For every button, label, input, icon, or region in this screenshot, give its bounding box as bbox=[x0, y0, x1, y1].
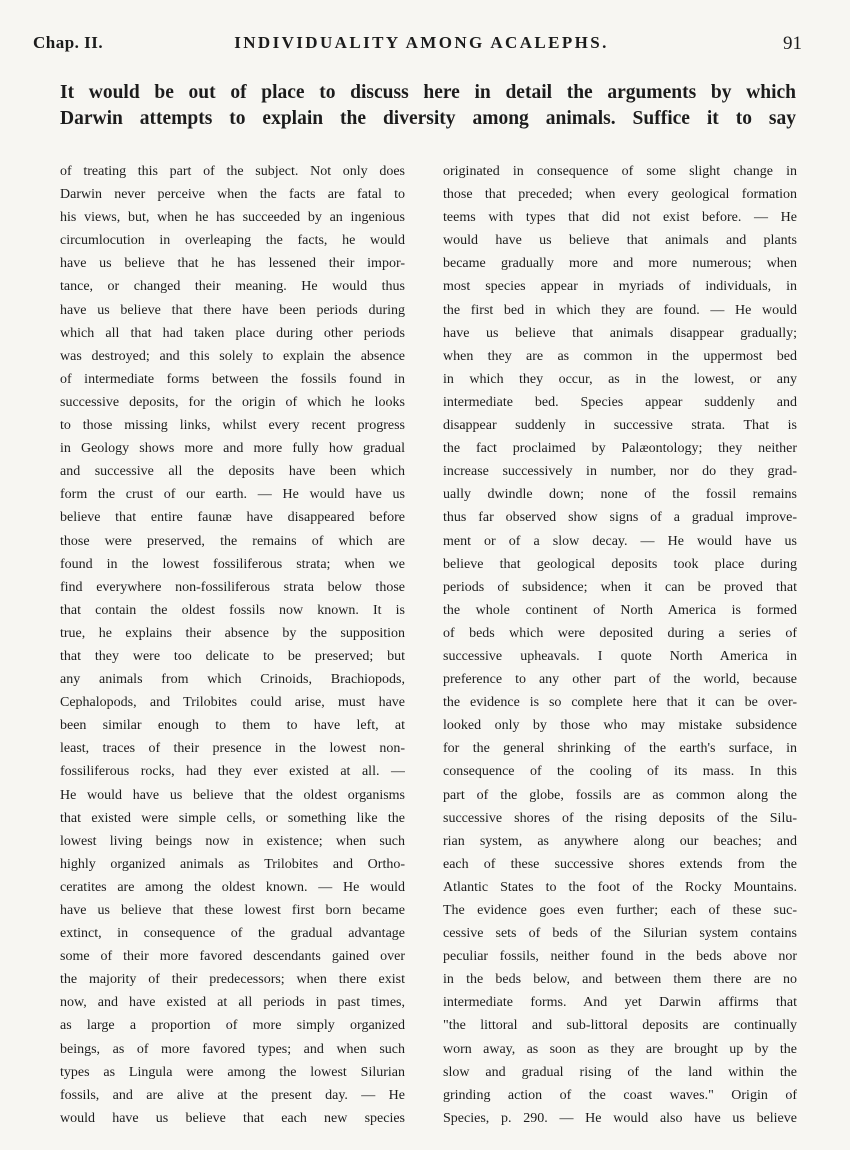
text-line: circumlocution in overleaping the facts, he would bbox=[60, 233, 405, 249]
text-line: Atlantic States to the foot of the Rocky Mountains. bbox=[443, 879, 797, 895]
text-line: tance, or changed their meaning. He would thus bbox=[60, 279, 405, 295]
text-line: have us believe that these lowest first born became bbox=[60, 903, 405, 918]
text-line: in which they occur, as in the lowest, or any bbox=[443, 371, 797, 387]
text-line: looked only by those who may mistake subsidence bbox=[443, 718, 797, 734]
right-column bbox=[443, 160, 797, 1130]
text-line: the whole continent of North America is formed bbox=[443, 602, 797, 618]
text-line: peculiar fossils, neither found in the beds above nor bbox=[443, 949, 797, 965]
text-line: The evidence goes even further; each of these suc- bbox=[443, 903, 797, 918]
text-line: any animals from which Crinoids, Brachiopods, bbox=[60, 672, 405, 688]
text-line: was destroyed; and this solely to explain the absence bbox=[60, 348, 405, 364]
text-line: became gradually more and more numerous; when bbox=[443, 256, 797, 272]
text-line: originated in consequence of some slight change in bbox=[443, 164, 797, 179]
text-line: ment or of a slow decay. — He would have us bbox=[443, 533, 797, 549]
text-line: periods of subsidence; when it can be proved that bbox=[443, 579, 797, 595]
text-line: highly organized animals as Trilobites and Ortho- bbox=[60, 856, 405, 872]
text-line: Species, p. 290. — He would also have us believe bbox=[443, 1110, 797, 1126]
text-line: his views, but, when he has succeeded by an ingenious bbox=[60, 210, 405, 226]
text-line: extinct, in consequence of the gradual advantage bbox=[60, 926, 405, 942]
text-line: have us believe that animals disappear gradually; bbox=[443, 325, 797, 341]
text-line: believe that entire faunæ have disappeared before bbox=[60, 510, 405, 526]
text-line: least, traces of their presence in the lowest non- bbox=[60, 741, 405, 757]
text-line: which all that had taken place during other periods bbox=[60, 325, 405, 341]
text-line: rian system, as anywhere along our beaches; and bbox=[443, 833, 797, 849]
text-line: Darwin never perceive when the facts are fatal to bbox=[60, 187, 405, 203]
chapter-label: Chap. II. bbox=[33, 33, 104, 52]
text-line: of beds which were deposited during a series of bbox=[443, 625, 797, 641]
page-number: 91 bbox=[783, 33, 802, 54]
text-line: the majority of their predecessors; when there exist bbox=[60, 972, 405, 988]
text-line: Cephalopods, and Trilobites could arise, must have bbox=[60, 695, 405, 711]
running-header bbox=[33, 33, 810, 59]
text-line: in the beds below, and between them there are no bbox=[443, 972, 797, 988]
text-line: preference to any other part of the world, because bbox=[443, 672, 797, 688]
text-line: that they were too delicate to be preserved; but bbox=[60, 648, 405, 664]
text-line: part of the globe, fossils are as common along the bbox=[443, 787, 797, 803]
text-line: that existed were simple cells, or something like the bbox=[60, 810, 405, 826]
text-line: fossils, and are alive at the present day. — He bbox=[60, 1087, 405, 1103]
text-line: cessive sets of beds of the Silurian system contains bbox=[443, 926, 797, 942]
left-column bbox=[60, 160, 405, 1130]
text-line: for the general shrinking of the earth's surface, in bbox=[443, 741, 797, 757]
text-line: believe that geological deposits took place during bbox=[443, 556, 797, 572]
text-line: the evidence is so complete here that it can be over- bbox=[443, 695, 797, 711]
text-line: when they are as common in the uppermost bed bbox=[443, 348, 797, 364]
text-line: the first bed in which they are found. — He would bbox=[443, 302, 797, 318]
text-line: found in the lowest fossiliferous strata; when we bbox=[60, 556, 405, 572]
text-line: ceratites are among the oldest known. — He would bbox=[60, 879, 405, 895]
text-line: those were preserved, the remains of which are bbox=[60, 533, 405, 549]
text-line: and successive all the deposits have been which bbox=[60, 464, 405, 480]
text-line: would have us believe that each new species bbox=[60, 1110, 405, 1126]
text-line: most species appear in myriads of individuals, in bbox=[443, 279, 797, 295]
text-line: those that preceded; when every geological formation bbox=[443, 187, 797, 203]
text-line: to those missing links, whilst every recent progress bbox=[60, 418, 405, 434]
text-line: successive shores of the rising deposits of the Silu- bbox=[443, 810, 797, 826]
text-line: lowest living beings now in existence; when such bbox=[60, 833, 405, 849]
text-line: disappear suddenly in successive strata. That is bbox=[443, 418, 797, 434]
text-line: fossiliferous rocks, had they ever existed at all. — bbox=[60, 764, 405, 780]
text-line: form the crust of our earth. — He would have us bbox=[60, 487, 405, 503]
text-line: the fact proclaimed by Palæontology; they neither bbox=[443, 441, 797, 457]
intro-line: Darwin attempts to explain the diversity among animals. Suffice it to say bbox=[60, 108, 796, 129]
text-line: as large a proportion of more simply organized bbox=[60, 1018, 405, 1034]
text-line: of intermediate forms between the fossils found in bbox=[60, 371, 405, 387]
text-line: worn away, as soon as they are brought up by the bbox=[443, 1041, 797, 1057]
text-line: some of their more favored descendants gained over bbox=[60, 949, 405, 965]
intro-paragraph bbox=[60, 80, 796, 132]
text-line: thus far observed show signs of a gradual improve- bbox=[443, 510, 797, 526]
text-line: "the littoral and sub-littoral deposits are continually bbox=[443, 1018, 797, 1034]
text-line: intermediate forms. And yet Darwin affirms that bbox=[443, 995, 797, 1011]
text-line: intermediate bed. Species appear suddenly and bbox=[443, 394, 797, 410]
text-line: grinding action of the coast waves." Origin of bbox=[443, 1087, 797, 1103]
text-line: beings, as of more favored types; and when such bbox=[60, 1041, 405, 1057]
text-line: increase successively in number, nor do they grad- bbox=[443, 464, 797, 480]
text-line: types as Lingula were among the lowest Silurian bbox=[60, 1064, 405, 1080]
text-line: successive upheavals. I quote North America in bbox=[443, 648, 797, 664]
text-line: teems with types that did not exist before. — He bbox=[443, 210, 797, 226]
text-line: have us believe that he has lessened their impor- bbox=[60, 256, 405, 272]
text-line: slow and gradual rising of the land within the bbox=[443, 1064, 797, 1080]
text-line: consequence of the cooling of its mass. In this bbox=[443, 764, 797, 780]
text-line: have us believe that there have been periods during bbox=[60, 302, 405, 318]
text-line: true, he explains their absence by the supposition bbox=[60, 625, 405, 641]
text-line: in Geology shows more and more fully how gradual bbox=[60, 441, 405, 457]
text-line: He would have us believe that the oldest organisms bbox=[60, 787, 405, 803]
text-line: ually dwindle down; none of the fossil remains bbox=[443, 487, 797, 503]
running-title: INDIVIDUALITY AMONG ACALEPHS. bbox=[234, 33, 609, 52]
text-line: that contain the oldest fossils now known. It is bbox=[60, 602, 405, 618]
text-line: would have us believe that animals and plants bbox=[443, 233, 797, 249]
text-line: each of these successive shores extends from the bbox=[443, 856, 797, 872]
text-line: successive deposits, for the origin of which he looks bbox=[60, 394, 405, 410]
text-line: been similar enough to them to have left, at bbox=[60, 718, 405, 734]
text-line: find everywhere non-fossiliferous strata below those bbox=[60, 579, 405, 595]
text-line: of treating this part of the subject. Not only does bbox=[60, 164, 405, 179]
text-line: now, and have existed at all periods in past times, bbox=[60, 995, 405, 1011]
intro-line: It would be out of place to discuss here in detail the arguments by which bbox=[60, 82, 796, 103]
